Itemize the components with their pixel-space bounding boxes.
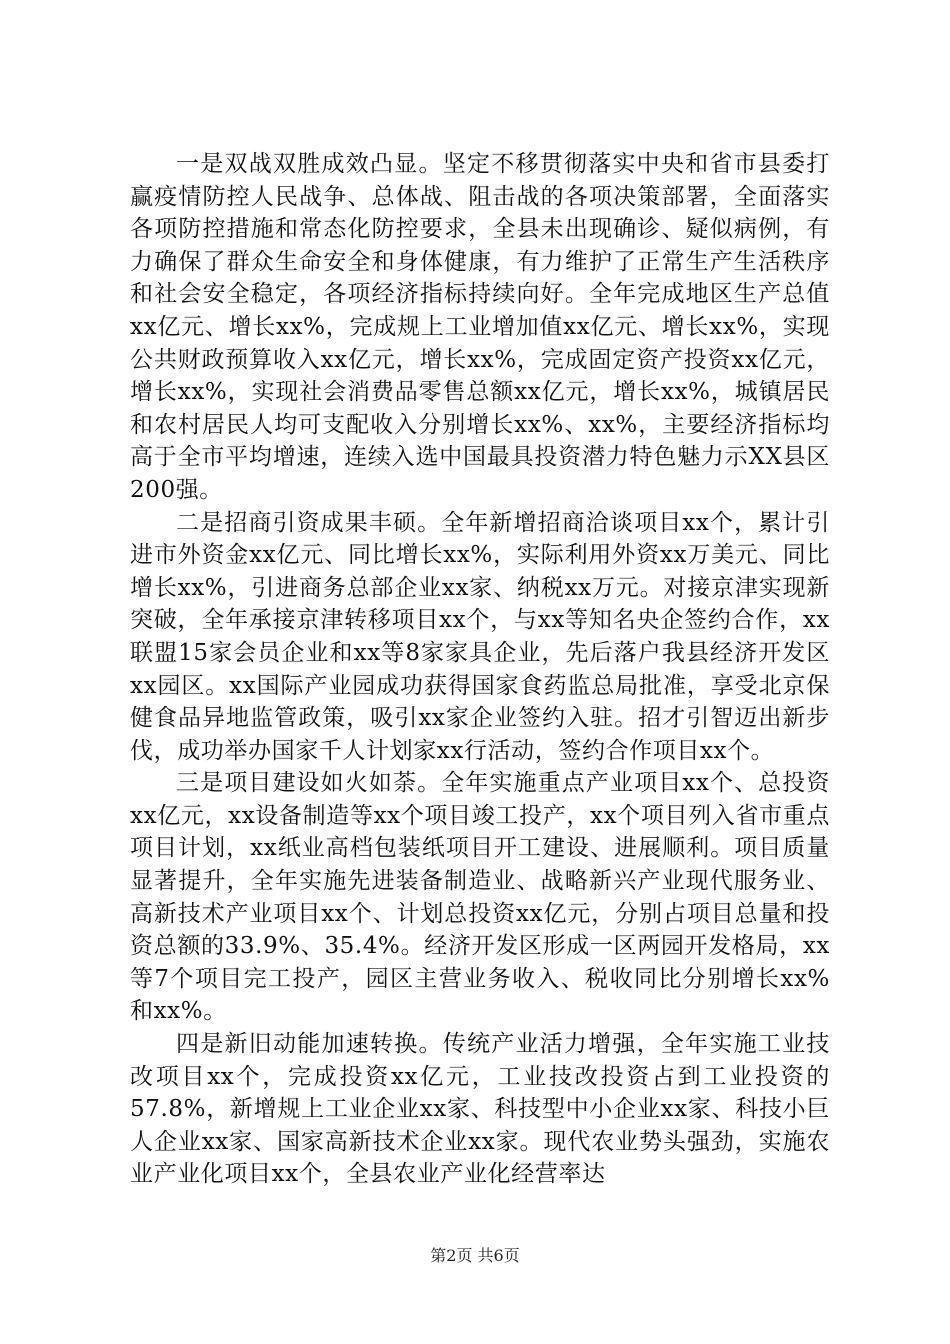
paragraph-3: 三是项目建设如火如荼。全年实施重点产业项目xx个、总投资xx亿元，xx设备制造等xx个项目竣工投产，xx个项目列入省市重点项目计划，xx纸业高档包装纸项目开工建设、进展顺利。项目质量显著提升，全年实施先进装备制造业、战略新兴产业现代服务业、高新技术产业项目xx个、计划总投资xx亿元，分别占项目总量和投资总额的33.9%、35.4%。经济开发区形成一区两园开发格局，xx等7个项目完工投产，园区主营业务收入、税收同比分别增长xx%和xx%。 <box>130 770 830 1025</box>
document-body <box>130 148 830 1191</box>
paragraph-1: 一是双战双胜成效凸显。坚定不移贯彻落实中央和省市县委打赢疫情防控人民战争、总体战、阻击战的各项决策部署，全面落实各项防控措施和常态化防控要求，全县未出现确诊、疑似病例，有力确保了群众生命安全和身体健康，有力维护了正常生产生活秩序和社会安全稳定，各项经济指标持续向好。全年完成地区生产总值xx亿元、增长xx%，完成规上工业增加值xx亿元、增长xx%，实现公共财政预算收入xx亿元，增长xx%，完成固定资产投资xx亿元，增长xx%，实现社会消费品零售总额xx亿元，增长xx%，城镇居民和农村居民人均可支配收入分别增长xx%、xx%，主要经济指标均高于全市平均增速，连续入选中国最具投资潜力特色魅力示XX县区200强。 <box>130 151 830 503</box>
paragraph-4: 四是新旧动能加速转换。传统产业活力增强，全年实施工业技改项目xx个，完成投资xx亿元，工业技改投资占到工业投资的57.8%，新增规上工业企业xx家、科技型中小企业xx家、科技小巨人企业xx家、国家高新技术企业xx家。现代农业势头强劲，实施农业产业化项目xx个，全县农业产业化经营率达 <box>130 1031 830 1188</box>
page-number-footer: 第2页 共6页 <box>430 1246 520 1265</box>
paragraph-2: 二是招商引资成果丰硕。全年新增招商洽谈项目xx个，累计引进市外资金xx亿元、同比增长xx%，实际利用外资xx万美元、同比增长xx%，引进商务总部企业xx家、纳税xx万元。对接京津实现新突破，全年承接京津转移项目xx个，与xx等知名央企签约合作，xx联盟15家会员企业和xx等8家家具企业，先后落户我县经济开发区xx园区。xx国际产业园成功获得国家食药监总局批准，享受北京保健食品异地监管政策，吸引xx家企业签约入驻。招才引智迈出新步伐，成功举办国家千人计划家xx行活动，签约合作项目xx个。 <box>130 509 830 764</box>
